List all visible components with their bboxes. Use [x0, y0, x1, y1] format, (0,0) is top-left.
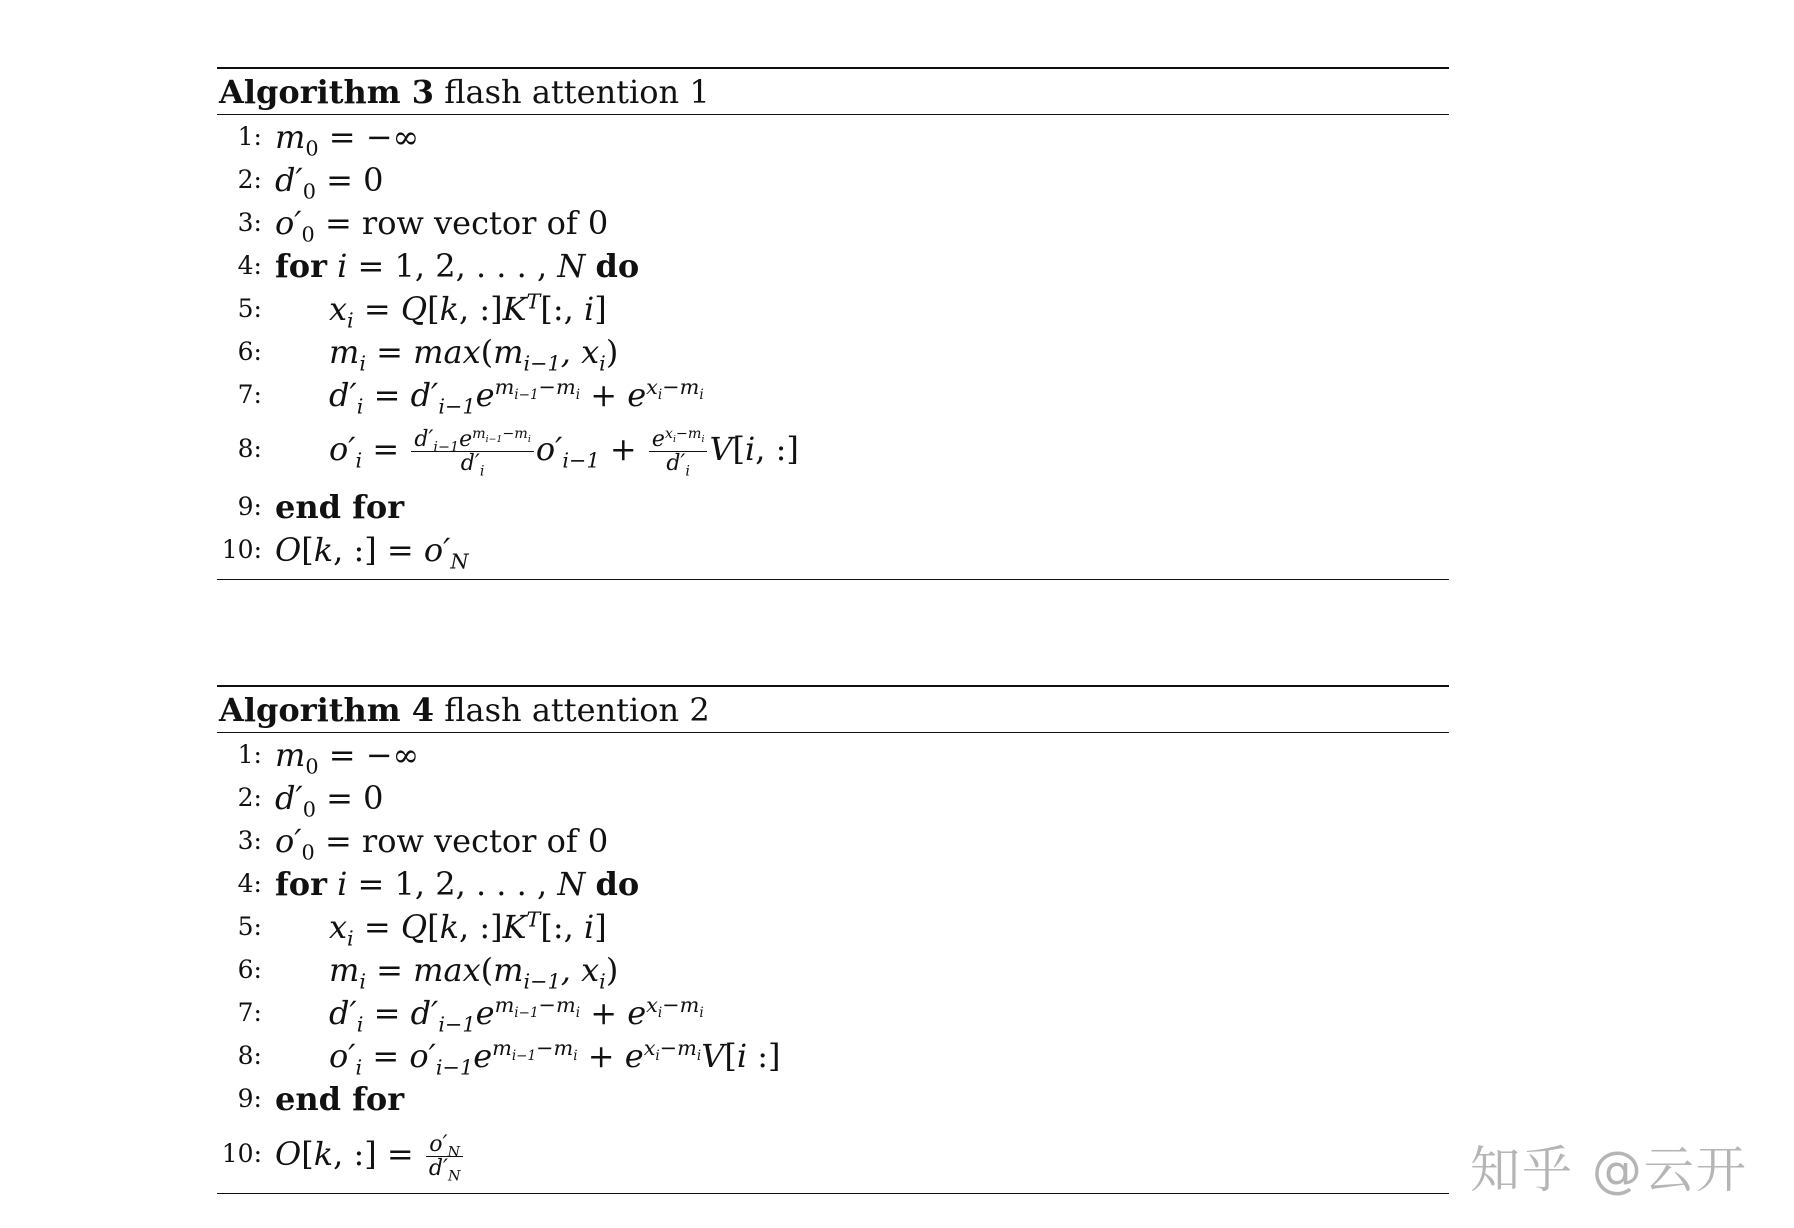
- keyword-end-for: end for: [275, 1080, 405, 1118]
- line-code: [275, 1077, 404, 1121]
- line-code: $o'_0$ = row vector of 0: [275, 822, 609, 865]
- line-number: 7:: [237, 998, 262, 1027]
- line-2: [217, 776, 1449, 820]
- algorithm-name: flash attention 2: [444, 691, 710, 729]
- line-code: $o'_0$ = row vector of 0: [275, 204, 609, 247]
- algorithm-label: Algorithm 3: [219, 73, 435, 111]
- line-code: $d'_i = d'_{i-1}e^{m_{i-1}-m_i} + e^{x_i-m_i}$: [329, 375, 704, 419]
- line-7: [217, 991, 1449, 1035]
- keyword-for: for: [275, 247, 327, 285]
- line-code: [275, 485, 404, 529]
- algorithm-name: flash attention 1: [444, 73, 710, 111]
- line-code: for i = 1, 2, . . . , N do: [275, 247, 640, 285]
- bottom-rule: [217, 579, 1449, 580]
- line-6: [217, 330, 1449, 374]
- line-8: [217, 417, 1449, 481]
- algorithm-caption: [217, 69, 1449, 114]
- row-vector-text: row vector of 0: [361, 822, 609, 860]
- fraction: $\frac{e^{x_i-m_i}}{d'_i}$: [649, 428, 708, 475]
- line-code: $m_i = \max(m_{i-1}$, $x_i$): [329, 333, 619, 376]
- line-4: [217, 244, 1449, 288]
- line-number: 10:: [221, 535, 262, 564]
- line-number: 5:: [237, 294, 262, 323]
- fraction: $\frac{o'_N}{d'_N}$: [426, 1133, 464, 1180]
- line-code: $d'_0 = 0$: [275, 779, 384, 822]
- line-3: [217, 201, 1449, 245]
- watermark: 知乎 @云开: [1470, 1141, 1748, 1199]
- line-number: 1:: [237, 740, 262, 769]
- line-code: $m_i = \max(m_{i-1}$, $x_i$): [329, 951, 619, 994]
- line-code: O[k, :] = $\frac{o'_N}{d'_N}$: [275, 1125, 465, 1183]
- line-10: [217, 528, 1449, 572]
- keyword-for: for: [275, 865, 327, 903]
- line-code: $o'_i = o'_{i-1}e^{m_{i-1}-m_i} + e^{x_i-m_i}V[i$ :]: [329, 1036, 781, 1080]
- row-vector-text: row vector of 0: [361, 204, 609, 242]
- algorithm-4-block: [217, 685, 1449, 1189]
- line-code: $m_0$ = −∞: [275, 736, 420, 779]
- line-3: [217, 819, 1449, 863]
- line-number: 3:: [237, 208, 262, 237]
- line-5: [217, 905, 1449, 949]
- line-9: [217, 485, 1449, 529]
- line-5: [217, 287, 1449, 331]
- algorithm-label: Algorithm 4: [219, 691, 435, 729]
- line-1: [217, 733, 1449, 777]
- line-number: 6:: [237, 955, 262, 984]
- keyword-end-for: end for: [275, 488, 405, 526]
- line-number: 2:: [237, 165, 262, 194]
- line-code: $m_0$ = −∞: [275, 118, 420, 161]
- line-code: $d'_i = d'_{i-1}e^{m_{i-1}-m_i} + e^{x_i-m_i}$: [329, 993, 704, 1037]
- line-number: 9:: [237, 492, 262, 521]
- line-8: [217, 1034, 1449, 1078]
- line-number: 5:: [237, 912, 262, 941]
- line-9: [217, 1077, 1449, 1121]
- line-code: $d'_0 = 0$: [275, 161, 384, 204]
- algorithm-caption: [217, 687, 1449, 732]
- algorithm-lines: [217, 733, 1449, 1189]
- line-number: 6:: [237, 337, 262, 366]
- line-code: $x_i = Q[k$, $:]K^T$[:, i]: [329, 907, 607, 951]
- line-number: 8:: [237, 434, 262, 463]
- line-2: [217, 158, 1449, 202]
- line-6: [217, 948, 1449, 992]
- keyword-do: do: [595, 865, 640, 903]
- line-number: 7:: [237, 380, 262, 409]
- line-number: 8:: [237, 1041, 262, 1070]
- line-10: [217, 1125, 1449, 1183]
- line-4: [217, 862, 1449, 906]
- bottom-rule: [217, 1193, 1449, 1194]
- line-1: [217, 115, 1449, 159]
- line-number: 1:: [237, 122, 262, 151]
- line-code: $x_i = Q[k$, $:]K^T$[:, i]: [329, 289, 607, 333]
- line-code: $o'_i$ = $\frac{d'_{i-1}e^{m_{i-1}-m_i}}{d'_i}$ $o'_{i-1}$ + $\frac{e^{x_i-m_i}}{d'_i}$ V[i, :]: [329, 425, 799, 480]
- algorithm-3-block: [217, 67, 1449, 574]
- line-code: O[k, :] = $o'_N$: [275, 531, 469, 574]
- line-number: 3:: [237, 826, 262, 855]
- line-number: 4:: [237, 869, 262, 898]
- algorithm-lines: [217, 115, 1449, 574]
- keyword-do: do: [595, 247, 640, 285]
- line-number: 10:: [221, 1139, 262, 1168]
- line-number: 2:: [237, 783, 262, 812]
- line-code: for i = 1, 2, . . . , N do: [275, 865, 640, 903]
- line-7: [217, 373, 1449, 417]
- line-number: 4:: [237, 251, 262, 280]
- line-number: 9:: [237, 1084, 262, 1113]
- fraction: $\frac{d'_{i-1}e^{m_{i-1}-m_i}}{d'_i}$: [411, 428, 534, 475]
